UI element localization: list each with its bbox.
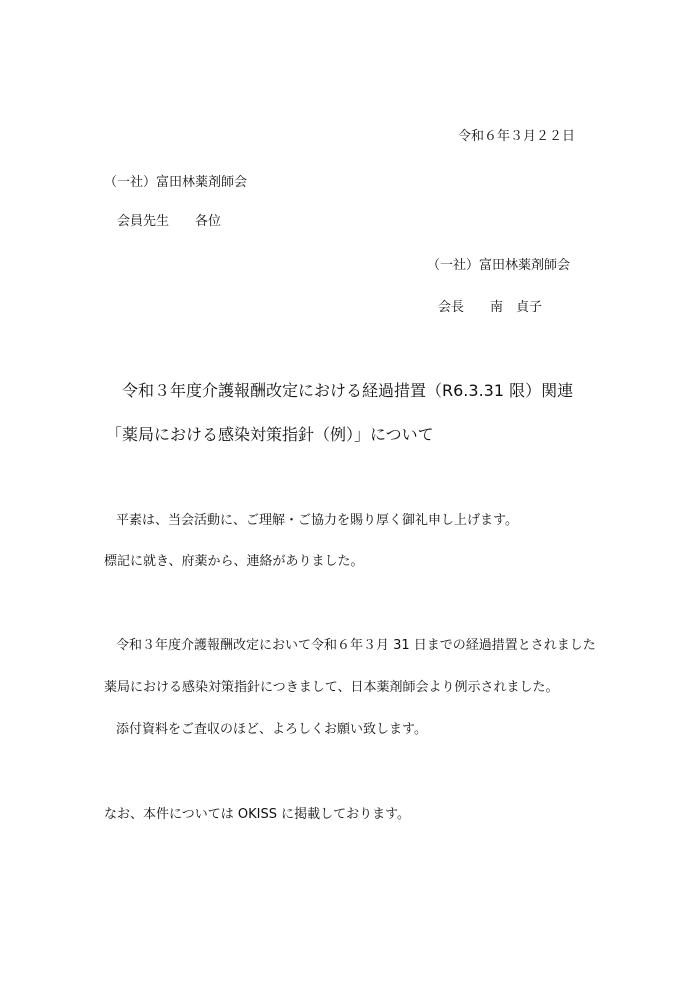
document-title-line-2: 「薬局における感染対策指針（例）」について	[106, 425, 434, 444]
date: 令和６年３月２２日	[458, 129, 576, 144]
document-title-line-1: 令和３年度介護報酬改定における経過措置（R6.3.31 限）関連	[122, 381, 574, 400]
recipient-organization: （一社）富田林薬剤師会	[104, 175, 248, 190]
body-paragraph-line-3: 添付資料をご査収のほど、よろしくお願い致します。	[116, 722, 427, 737]
greeting-line-2: 標記に就き、府薬から、連絡がありました。	[104, 554, 364, 569]
body-paragraph-line-1: 令和３年度介護報酬改定において令和６年３月 31 日までの経過措置とされました	[116, 638, 596, 653]
recipient-line: 会員先生 各位	[117, 214, 222, 229]
greeting-line-1: 平素は、当会活動に、ご理解・ご協力を賜り厚く御礼申し上げます。	[116, 513, 518, 528]
body-paragraph-line-2: 薬局における感染対策指針につきまして、日本薬剤師会より例示されました。	[104, 680, 559, 695]
sender-organization: （一社）富田林薬剤師会	[427, 258, 571, 273]
sender-name: 会長 南 貞子	[438, 300, 543, 315]
closing-note: なお、本件については OKISS に掲載しております。	[104, 807, 411, 822]
